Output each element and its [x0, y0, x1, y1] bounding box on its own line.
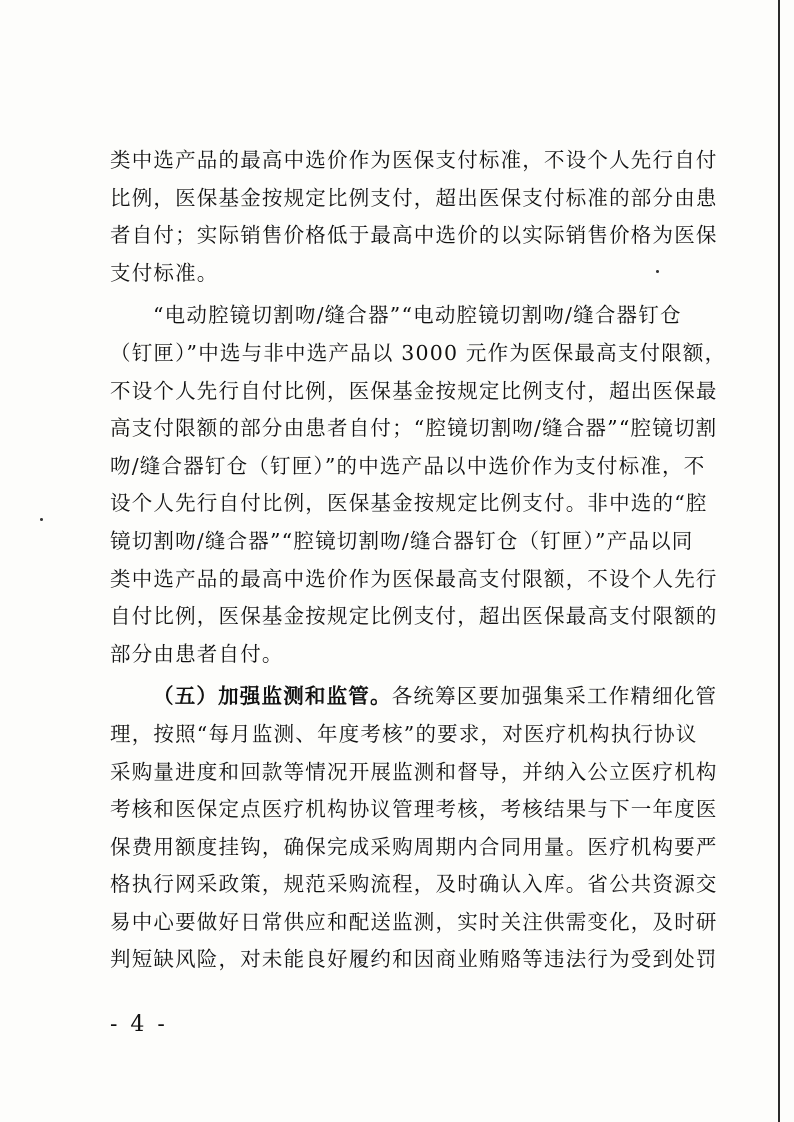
text-line: 保费用额度挂钩，确保完成采购周期内合同用量。医疗机构要严: [110, 834, 718, 859]
text-line: 支付标准。: [110, 260, 219, 285]
text-line: 者自付；实际销售价格低于最高中选价的以实际销售价格为医保: [110, 223, 718, 248]
section-heading-line: [110, 678, 718, 716]
text-line: 高支付限额的部分由患者自付；“腔镜切割吻/缝合器”“腔镜切割: [110, 416, 718, 441]
text-line: 类中选产品的最高中选价作为医保最高支付限额，不设个人先行: [110, 566, 718, 591]
section-5: [110, 678, 718, 979]
text-line: 采购量进度和回款等情况开展监测和督导，并纳入公立医疗机构: [110, 759, 718, 784]
text-line: 比例，医保基金按规定比例支付，超出医保支付标准的部分由患: [110, 185, 718, 210]
page-number: - 4 -: [110, 1012, 168, 1037]
text-line: 判短缺风险，对未能良好履约和因商业贿赂等违法行为受到处罚: [110, 947, 718, 972]
document-body: [110, 142, 727, 979]
text-line: “电动腔镜切割吻/缝合器”“电动腔镜切割吻/缝合器钉仓: [153, 303, 682, 328]
text-line: 理，按照“每月监测、年度考核”的要求，对医疗机构执行协议: [110, 721, 698, 746]
text-line: 吻/缝合器钉仓（钉匣）”的中选产品以中选价作为支付标准，不: [110, 453, 706, 478]
text-line: 不设个人先行自付比例，医保基金按规定比例支付，超出医保最: [110, 378, 718, 403]
text-line: 设个人先行自付比例，医保基金按规定比例支付。非中选的“腔: [110, 491, 708, 516]
paragraph-1: [110, 142, 718, 292]
text-line: 易中心要做好日常供应和配送监测，实时关注供需变化，及时研: [110, 909, 718, 934]
section-heading: （五）加强监测和监管。: [153, 684, 392, 709]
text-line: 自付比例，医保基金按规定比例支付，超出医保最高支付限额的: [110, 604, 718, 629]
text-line: （钉匣）”中选与非中选产品以 3000 元作为医保最高支付限额，: [110, 340, 727, 365]
scan-speck: [40, 518, 43, 521]
text-run: 各统筹区要加强集采工作精细化管: [391, 684, 718, 709]
text-line: 考核和医保定点医疗机构协议管理考核，考核结果与下一年度医: [110, 797, 718, 822]
text-line: 镜切割吻/缝合器”“腔镜切割吻/缝合器钉仓（钉匣）”产品以同: [110, 528, 694, 553]
scan-edge-line: [778, 0, 780, 1122]
text-line: 格执行网采政策，规范采购流程，及时确认入库。省公共资源交: [110, 872, 718, 897]
text-line: 类中选产品的最高中选价作为医保支付标准，不设个人先行自付: [110, 148, 718, 172]
paragraph-2: [110, 297, 727, 673]
text-line: 部分由患者自付。: [110, 641, 284, 666]
